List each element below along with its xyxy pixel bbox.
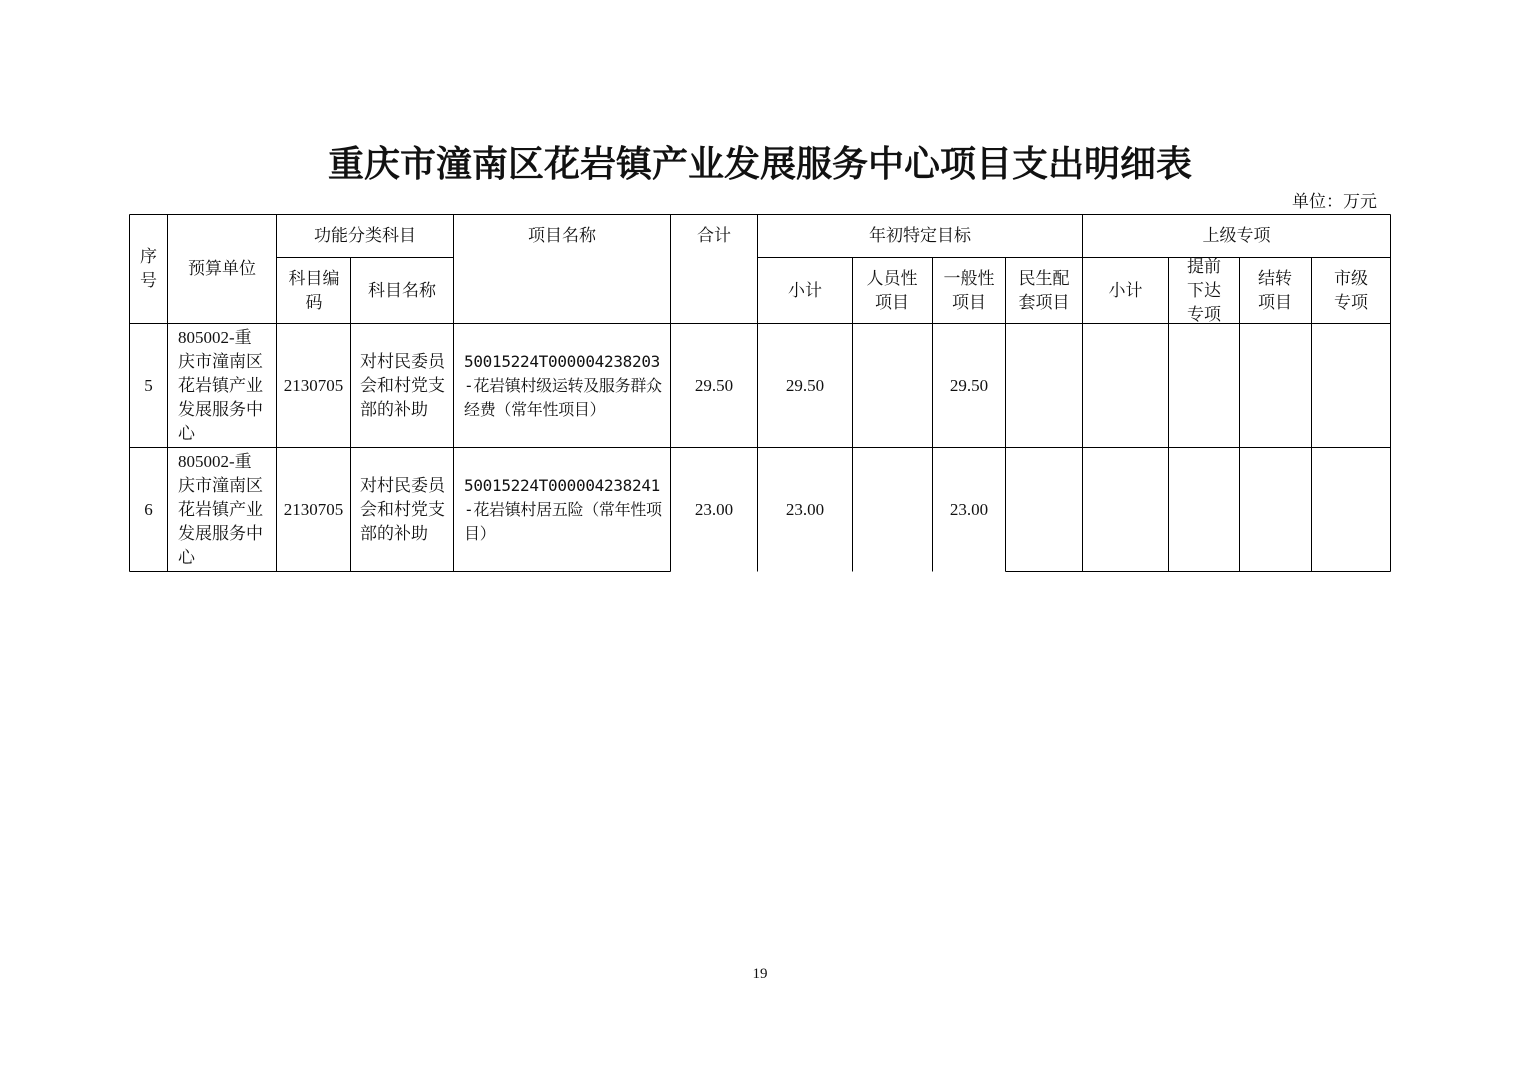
header-st-livelihood: 民生配套项目 <box>1018 268 1070 312</box>
cell-seq: 5 <box>144 375 153 395</box>
header-ss-city: 市级专项 <box>1334 268 1368 312</box>
cell-st-general: 29.50 <box>949 375 989 395</box>
cell-subject-name: 对村民委员会和村党支部的补助 <box>360 351 445 419</box>
header-subject-code: 科目编码 <box>288 268 340 312</box>
cell-subject-code: 2130705 <box>283 375 344 395</box>
header-total: 合计 <box>697 226 731 245</box>
header-function-category: 功能分类科目 <box>314 226 416 245</box>
header-ss-subtotal: 小计 <box>1108 280 1143 300</box>
cell-st-personnel <box>853 448 932 571</box>
cell-st-subtotal: 29.50 <box>785 375 825 395</box>
header-ss-carryover: 结转项目 <box>1258 268 1292 312</box>
cell-budget-unit: 805002-重庆市潼南区花岩镇产业发展服务中心 <box>178 451 263 567</box>
cell-seq: 6 <box>144 499 153 519</box>
cell-ss-subtotal <box>1083 324 1168 447</box>
unit-label: 单位：万元 <box>1292 192 1377 211</box>
cell-subject-name: 对村民委员会和村党支部的补助 <box>360 475 445 543</box>
cell-ss-advance <box>1169 448 1239 571</box>
cell-ss-advance <box>1169 324 1239 447</box>
cell-ss-city <box>1312 448 1390 571</box>
header-st-personnel: 人员性项目 <box>866 268 918 312</box>
cell-project-name: 50015224T000004238241-花岩镇村居五险（常年性项目） <box>464 475 662 543</box>
cell-total: 29.50 <box>694 375 734 395</box>
header-st-general: 一般性项目 <box>943 268 995 312</box>
header-seq: 序号 <box>140 247 157 290</box>
header-superior-special: 上级专项 <box>1202 226 1271 245</box>
cell-budget-unit: 805002-重庆市潼南区花岩镇产业发展服务中心 <box>178 327 263 443</box>
cell-ss-carryover <box>1240 324 1311 447</box>
cell-subject-code: 2130705 <box>283 499 344 519</box>
cell-total: 23.00 <box>694 499 734 519</box>
page-number: 19 <box>752 966 768 982</box>
header-budget-unit: 预算单位 <box>188 259 256 278</box>
header-st-subtotal: 小计 <box>788 280 822 300</box>
header-project-name: 项目名称 <box>528 226 596 245</box>
cell-project-name: 50015224T000004238203-花岩镇村级运转及服务群众经费（常年性项目） <box>464 351 662 419</box>
cell-ss-city <box>1312 324 1390 447</box>
page-title: 重庆市潼南区花岩镇产业发展服务中心项目支出明细表 <box>327 143 1192 185</box>
cell-st-general: 23.00 <box>949 499 989 519</box>
header-specific-targets: 年初特定目标 <box>869 226 971 245</box>
cell-ss-carryover <box>1240 448 1311 571</box>
header-subject-name: 科目名称 <box>368 280 436 300</box>
cell-ss-subtotal <box>1083 448 1168 571</box>
header-ss-advance: 提前下达专项 <box>1187 256 1221 324</box>
cell-st-livelihood <box>1006 324 1082 447</box>
cell-st-livelihood <box>1006 448 1082 571</box>
cell-st-subtotal: 23.00 <box>785 499 825 519</box>
cell-st-personnel <box>853 324 932 447</box>
